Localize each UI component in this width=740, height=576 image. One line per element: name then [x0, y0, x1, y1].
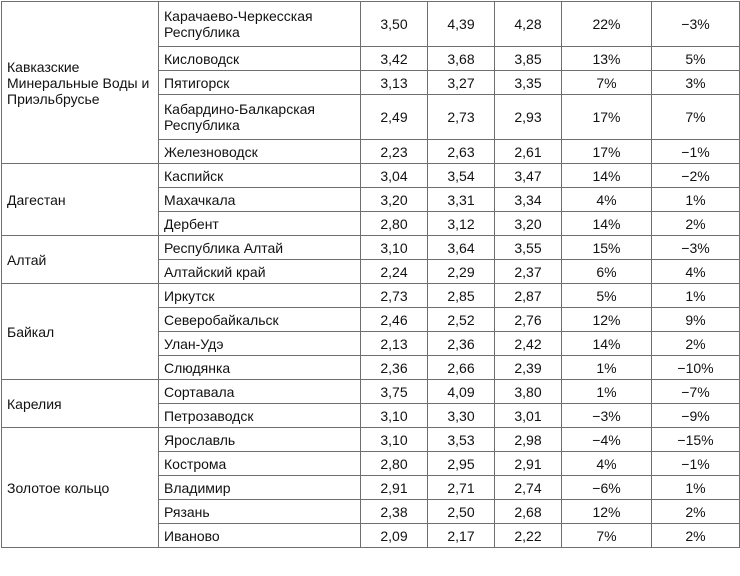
- city-cell: Махачкала: [159, 188, 361, 212]
- value-cell-3: 3,01: [495, 404, 562, 428]
- change-cell-2: 1%: [652, 188, 740, 212]
- change-cell-1: 22%: [562, 2, 652, 47]
- value-cell-1: 3,04: [361, 164, 428, 188]
- value-cell-2: 2,29: [428, 260, 495, 284]
- value-cell-2: 2,36: [428, 332, 495, 356]
- value-cell-3: 3,85: [495, 47, 562, 71]
- region-cell: Карелия: [2, 380, 159, 428]
- value-cell-1: 2,38: [361, 500, 428, 524]
- data-table: [1, 1, 740, 548]
- value-cell-3: 2,87: [495, 284, 562, 308]
- change-cell-1: 4%: [562, 452, 652, 476]
- city-cell: Владимир: [159, 476, 361, 500]
- value-cell-1: 3,75: [361, 380, 428, 404]
- value-cell-2: 4,39: [428, 2, 495, 47]
- value-cell-3: 3,20: [495, 212, 562, 236]
- change-cell-1: −4%: [562, 428, 652, 452]
- value-cell-3: 2,74: [495, 476, 562, 500]
- change-cell-2: 3%: [652, 71, 740, 95]
- city-cell: Алтайский край: [159, 260, 361, 284]
- value-cell-1: 3,50: [361, 2, 428, 47]
- value-cell-3: 2,98: [495, 428, 562, 452]
- change-cell-2: −1%: [652, 140, 740, 164]
- city-cell: Сортавала: [159, 380, 361, 404]
- change-cell-2: 2%: [652, 212, 740, 236]
- city-cell: Иваново: [159, 524, 361, 548]
- value-cell-1: 3,42: [361, 47, 428, 71]
- value-cell-2: 3,68: [428, 47, 495, 71]
- value-cell-3: 3,47: [495, 164, 562, 188]
- change-cell-2: 9%: [652, 308, 740, 332]
- change-cell-2: −9%: [652, 404, 740, 428]
- value-cell-3: 2,93: [495, 95, 562, 140]
- value-cell-2: 2,17: [428, 524, 495, 548]
- change-cell-2: −2%: [652, 164, 740, 188]
- value-cell-1: 2,91: [361, 476, 428, 500]
- value-cell-1: 2,80: [361, 452, 428, 476]
- value-cell-3: 3,55: [495, 236, 562, 260]
- value-cell-3: 3,80: [495, 380, 562, 404]
- change-cell-1: 14%: [562, 212, 652, 236]
- change-cell-1: −6%: [562, 476, 652, 500]
- value-cell-3: 2,91: [495, 452, 562, 476]
- change-cell-1: 15%: [562, 236, 652, 260]
- value-cell-2: 4,09: [428, 380, 495, 404]
- value-cell-1: 2,73: [361, 284, 428, 308]
- change-cell-1: 1%: [562, 380, 652, 404]
- city-cell: Железноводск: [159, 140, 361, 164]
- table-row: [2, 284, 740, 308]
- value-cell-2: 2,85: [428, 284, 495, 308]
- value-cell-2: 2,66: [428, 356, 495, 380]
- change-cell-2: 5%: [652, 47, 740, 71]
- city-cell: Улан-Удэ: [159, 332, 361, 356]
- change-cell-2: −3%: [652, 236, 740, 260]
- value-cell-1: 2,80: [361, 212, 428, 236]
- value-cell-2: 3,53: [428, 428, 495, 452]
- value-cell-1: 3,20: [361, 188, 428, 212]
- change-cell-1: −3%: [562, 404, 652, 428]
- value-cell-3: 2,37: [495, 260, 562, 284]
- value-cell-2: 2,63: [428, 140, 495, 164]
- value-cell-1: 2,13: [361, 332, 428, 356]
- value-cell-2: 2,73: [428, 95, 495, 140]
- city-cell: Каспийск: [159, 164, 361, 188]
- city-cell: Дербент: [159, 212, 361, 236]
- change-cell-2: 7%: [652, 95, 740, 140]
- city-cell: Пятигорск: [159, 71, 361, 95]
- region-cell: Кавказские Минеральные Воды и Приэльбрусье: [2, 2, 159, 164]
- value-cell-2: 2,52: [428, 308, 495, 332]
- value-cell-2: 3,27: [428, 71, 495, 95]
- value-cell-2: 2,95: [428, 452, 495, 476]
- change-cell-1: 1%: [562, 356, 652, 380]
- value-cell-1: 2,23: [361, 140, 428, 164]
- table-row: [2, 2, 740, 47]
- value-cell-3: 2,68: [495, 500, 562, 524]
- city-cell: Слюдянка: [159, 356, 361, 380]
- value-cell-3: 2,61: [495, 140, 562, 164]
- value-cell-3: 2,22: [495, 524, 562, 548]
- value-cell-3: 3,35: [495, 71, 562, 95]
- change-cell-1: 5%: [562, 284, 652, 308]
- value-cell-3: 4,28: [495, 2, 562, 47]
- change-cell-2: −1%: [652, 452, 740, 476]
- value-cell-2: 2,50: [428, 500, 495, 524]
- value-cell-2: 3,31: [428, 188, 495, 212]
- change-cell-2: 1%: [652, 284, 740, 308]
- value-cell-1: 2,36: [361, 356, 428, 380]
- table-row: [2, 428, 740, 452]
- table-row: [2, 236, 740, 260]
- change-cell-1: 12%: [562, 500, 652, 524]
- change-cell-2: 4%: [652, 260, 740, 284]
- city-cell: Петрозаводск: [159, 404, 361, 428]
- value-cell-2: 3,54: [428, 164, 495, 188]
- value-cell-3: 2,42: [495, 332, 562, 356]
- change-cell-1: 13%: [562, 47, 652, 71]
- value-cell-1: 3,10: [361, 428, 428, 452]
- change-cell-2: 2%: [652, 524, 740, 548]
- change-cell-1: 7%: [562, 524, 652, 548]
- value-cell-3: 3,34: [495, 188, 562, 212]
- change-cell-1: 17%: [562, 95, 652, 140]
- change-cell-1: 12%: [562, 308, 652, 332]
- change-cell-1: 14%: [562, 332, 652, 356]
- city-cell: Иркутск: [159, 284, 361, 308]
- table-row: [2, 164, 740, 188]
- value-cell-1: 2,49: [361, 95, 428, 140]
- value-cell-1: 3,13: [361, 71, 428, 95]
- change-cell-1: 7%: [562, 71, 652, 95]
- city-cell: Кисловодск: [159, 47, 361, 71]
- change-cell-1: 14%: [562, 164, 652, 188]
- value-cell-2: 3,64: [428, 236, 495, 260]
- change-cell-1: 6%: [562, 260, 652, 284]
- city-cell: Карачаево-Черкесская Республика: [159, 2, 361, 47]
- city-cell: Кострома: [159, 452, 361, 476]
- city-cell: Северобайкальск: [159, 308, 361, 332]
- city-cell: Кабардино-Балкарская Республика: [159, 95, 361, 140]
- table-body: [2, 2, 740, 548]
- value-cell-1: 3,10: [361, 404, 428, 428]
- region-cell: Байкал: [2, 284, 159, 380]
- value-cell-3: 2,76: [495, 308, 562, 332]
- value-cell-1: 2,24: [361, 260, 428, 284]
- value-cell-2: 2,71: [428, 476, 495, 500]
- change-cell-2: 2%: [652, 500, 740, 524]
- change-cell-1: 17%: [562, 140, 652, 164]
- change-cell-2: 1%: [652, 476, 740, 500]
- value-cell-2: 3,12: [428, 212, 495, 236]
- value-cell-1: 3,10: [361, 236, 428, 260]
- value-cell-1: 2,09: [361, 524, 428, 548]
- table-row: [2, 380, 740, 404]
- region-cell: Алтай: [2, 236, 159, 284]
- city-cell: Рязань: [159, 500, 361, 524]
- city-cell: Ярославль: [159, 428, 361, 452]
- change-cell-2: −3%: [652, 2, 740, 47]
- change-cell-2: −10%: [652, 356, 740, 380]
- change-cell-2: −7%: [652, 380, 740, 404]
- region-cell: Золотое кольцо: [2, 428, 159, 548]
- change-cell-2: 2%: [652, 332, 740, 356]
- city-cell: Республика Алтай: [159, 236, 361, 260]
- change-cell-2: −15%: [652, 428, 740, 452]
- value-cell-3: 2,39: [495, 356, 562, 380]
- value-cell-2: 3,30: [428, 404, 495, 428]
- change-cell-1: 4%: [562, 188, 652, 212]
- region-cell: Дагестан: [2, 164, 159, 236]
- value-cell-1: 2,46: [361, 308, 428, 332]
